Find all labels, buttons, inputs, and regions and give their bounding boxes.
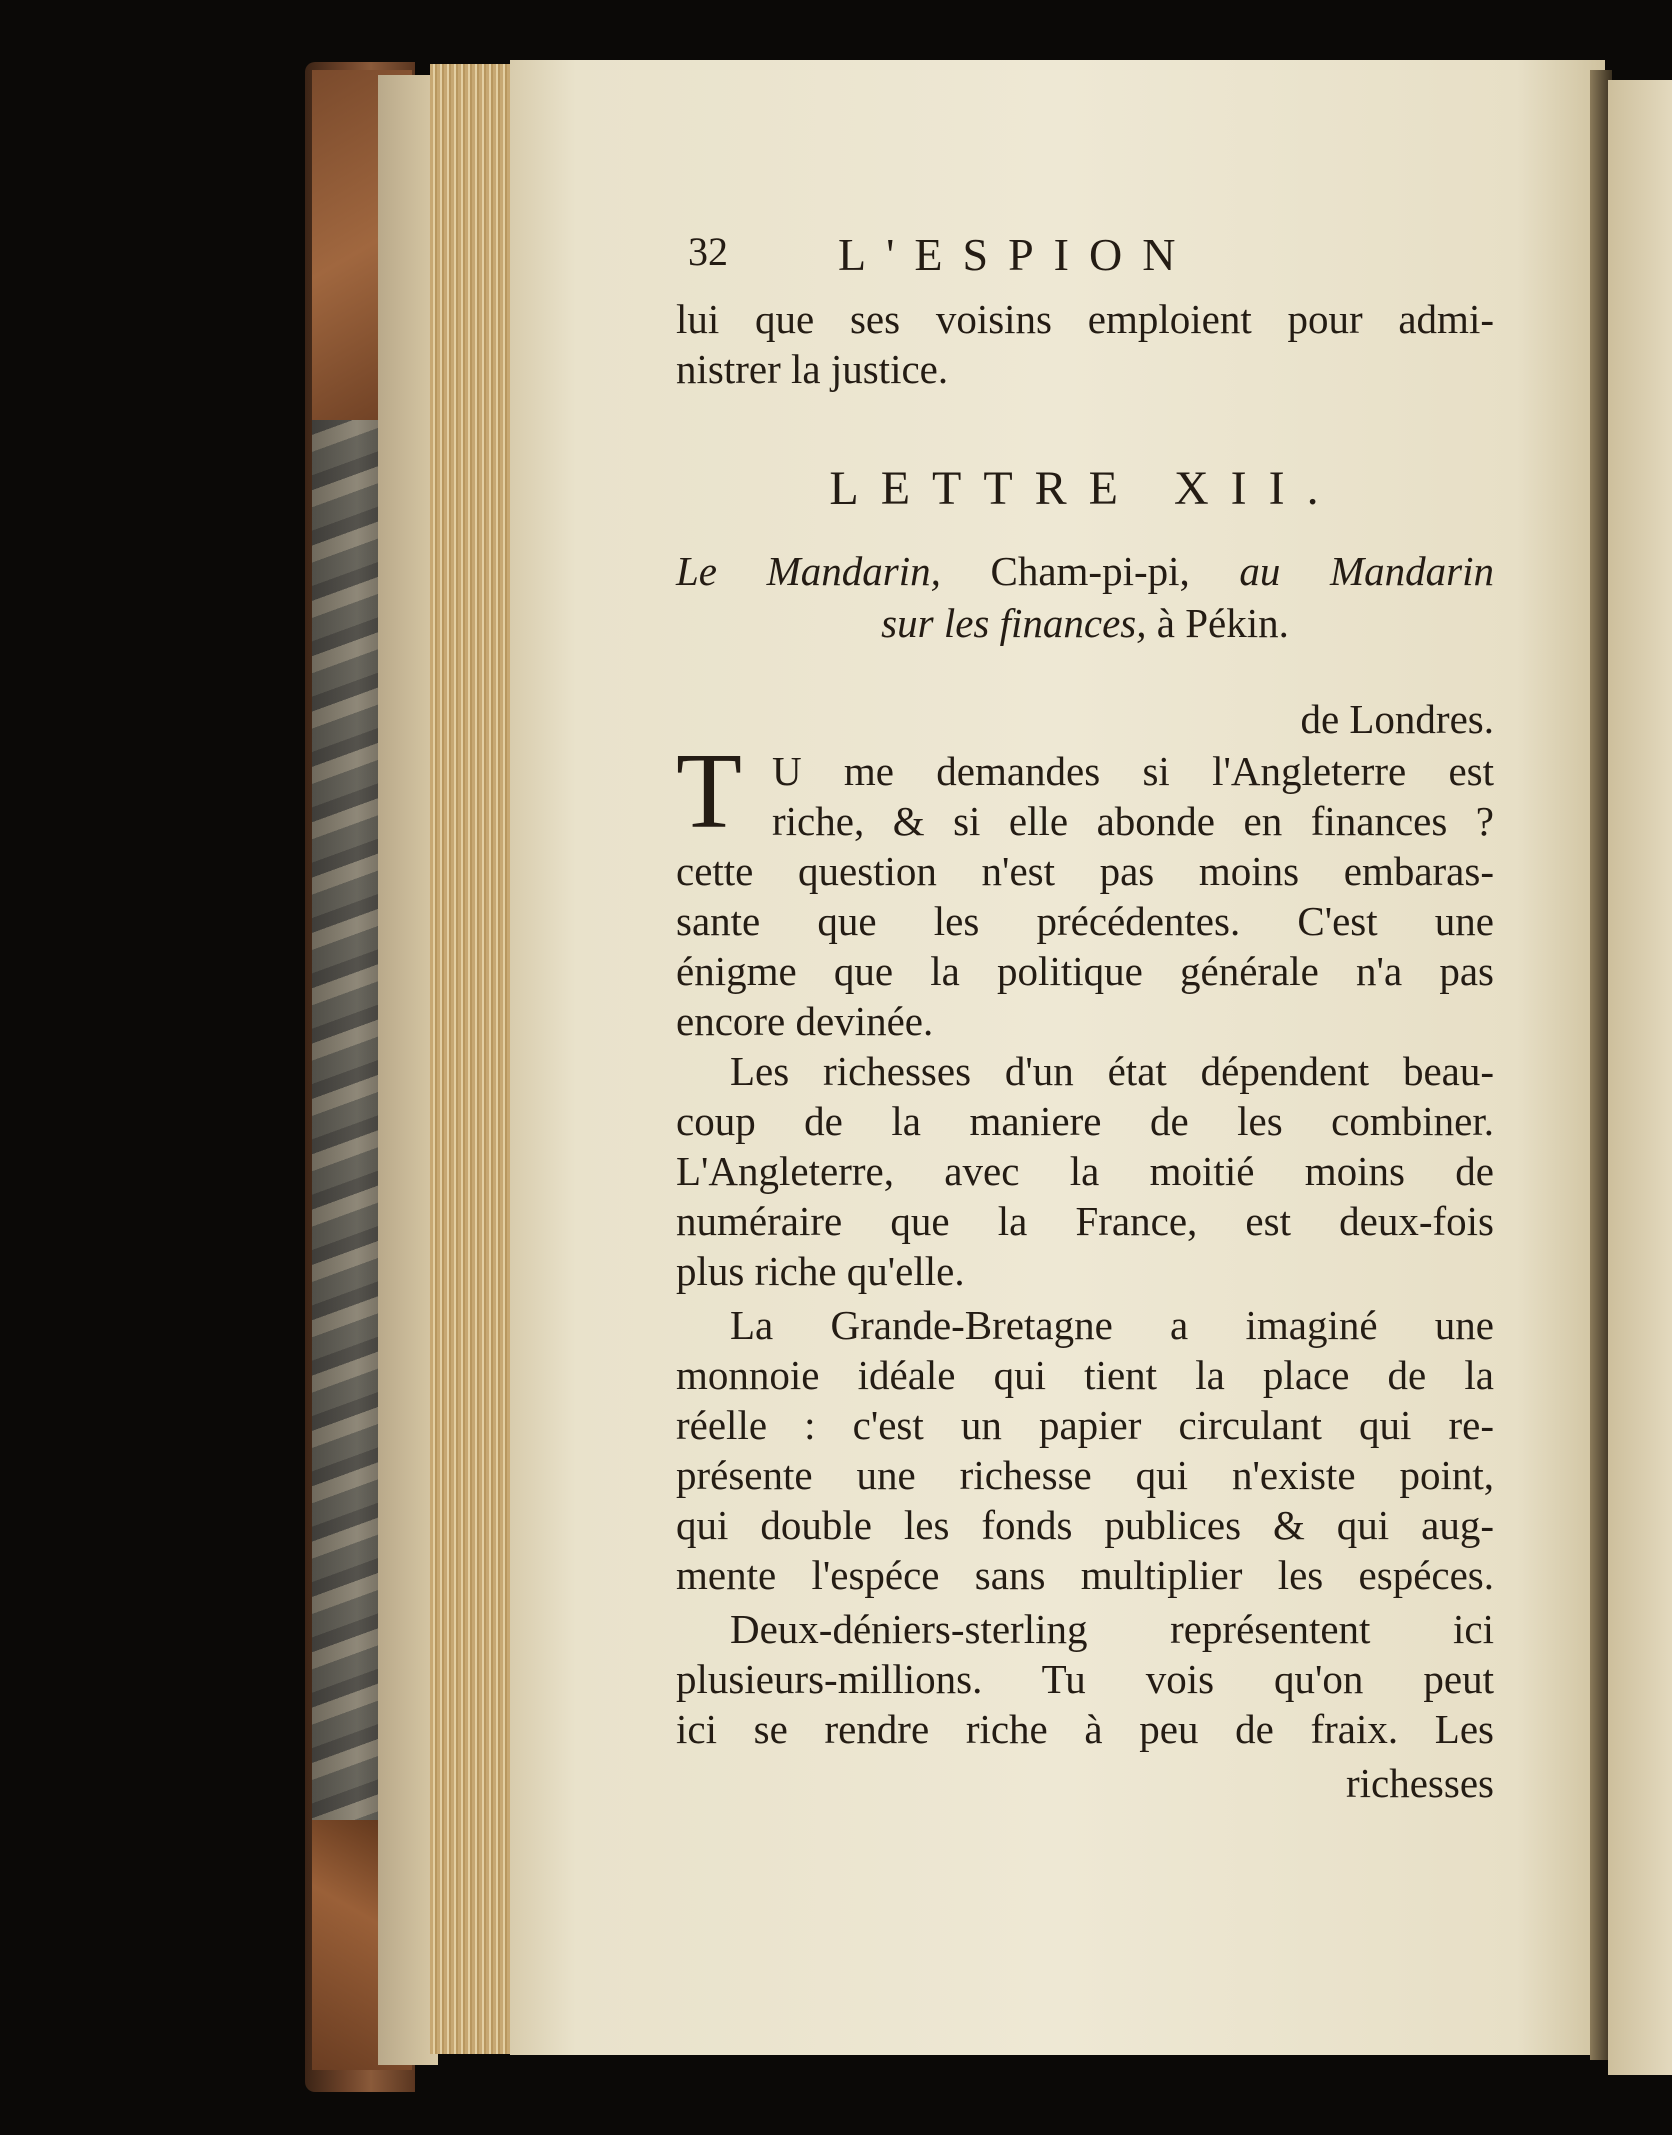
text-line: cette question n'est pas moins embaras- <box>676 848 1494 894</box>
text-line: ici se rendre riche à peu de fraix. Les <box>676 1706 1494 1752</box>
facing-page-edge <box>1608 80 1672 2075</box>
text-line: U me demandes si l'Angleterre est <box>772 748 1494 794</box>
letter-address-line <box>676 546 1494 596</box>
letter-title: LETTRE XII. <box>829 462 1341 515</box>
address-part: à Pékin. <box>1156 600 1289 646</box>
page-edges <box>430 64 512 2054</box>
text-line: énigme que la politique générale n'a pas <box>676 948 1494 994</box>
running-title: L'ESPION <box>838 229 1196 280</box>
text-line: présente une richesse qui n'existe point, <box>676 1452 1494 1498</box>
text-line: monnoie idéale qui tient la place de la <box>676 1352 1494 1398</box>
address-part: Le Mandarin, <box>676 548 941 594</box>
text-line: réelle : c'est un papier circulant qui re- <box>676 1402 1494 1448</box>
address-part: Mandarin <box>1330 548 1495 594</box>
catchword: richesses <box>1345 1760 1494 1806</box>
drop-cap: T <box>676 732 742 851</box>
text-line: plusieurs-millions. Tu vois qu'on peut <box>676 1656 1494 1702</box>
text-line: lui que ses voisins emploient pour admi- <box>676 296 1494 342</box>
text-line: Les richesses d'un état dépendent beau- <box>730 1048 1494 1094</box>
address-part: sur les finances, <box>881 600 1147 646</box>
text-line: sante que les précédentes. C'est une <box>676 898 1494 944</box>
text-line: riche, & si elle abonde en finances ? <box>772 798 1494 844</box>
text-line: encore devinée. <box>676 998 934 1044</box>
text-line: plus riche qu'elle. <box>676 1248 965 1294</box>
letter-address-line <box>676 598 1494 648</box>
page-number: 32 <box>688 229 728 274</box>
text-line: numéraire que la France, est deux-fois <box>676 1198 1494 1244</box>
flyleaf <box>378 75 438 2065</box>
address-part: Cham-pi-pi, <box>990 548 1190 594</box>
text-line: Deux-déniers-sterling représentent ici <box>730 1606 1494 1652</box>
text-line: L'Angleterre, avec la moitié moins de <box>676 1148 1494 1194</box>
running-header <box>688 228 1328 288</box>
address-part: au <box>1239 548 1281 594</box>
text-line: nistrer la justice. <box>676 346 949 392</box>
text-line: La Grande-Bretagne a imaginé une <box>730 1302 1494 1348</box>
text-line: coup de la maniere de les combiner. <box>676 1098 1494 1144</box>
letter-place: de Londres. <box>1300 696 1494 742</box>
text-line: qui double les fonds publices & qui aug- <box>676 1502 1494 1548</box>
text-line: mente l'espéce sans multiplier les espéces. <box>676 1552 1494 1598</box>
